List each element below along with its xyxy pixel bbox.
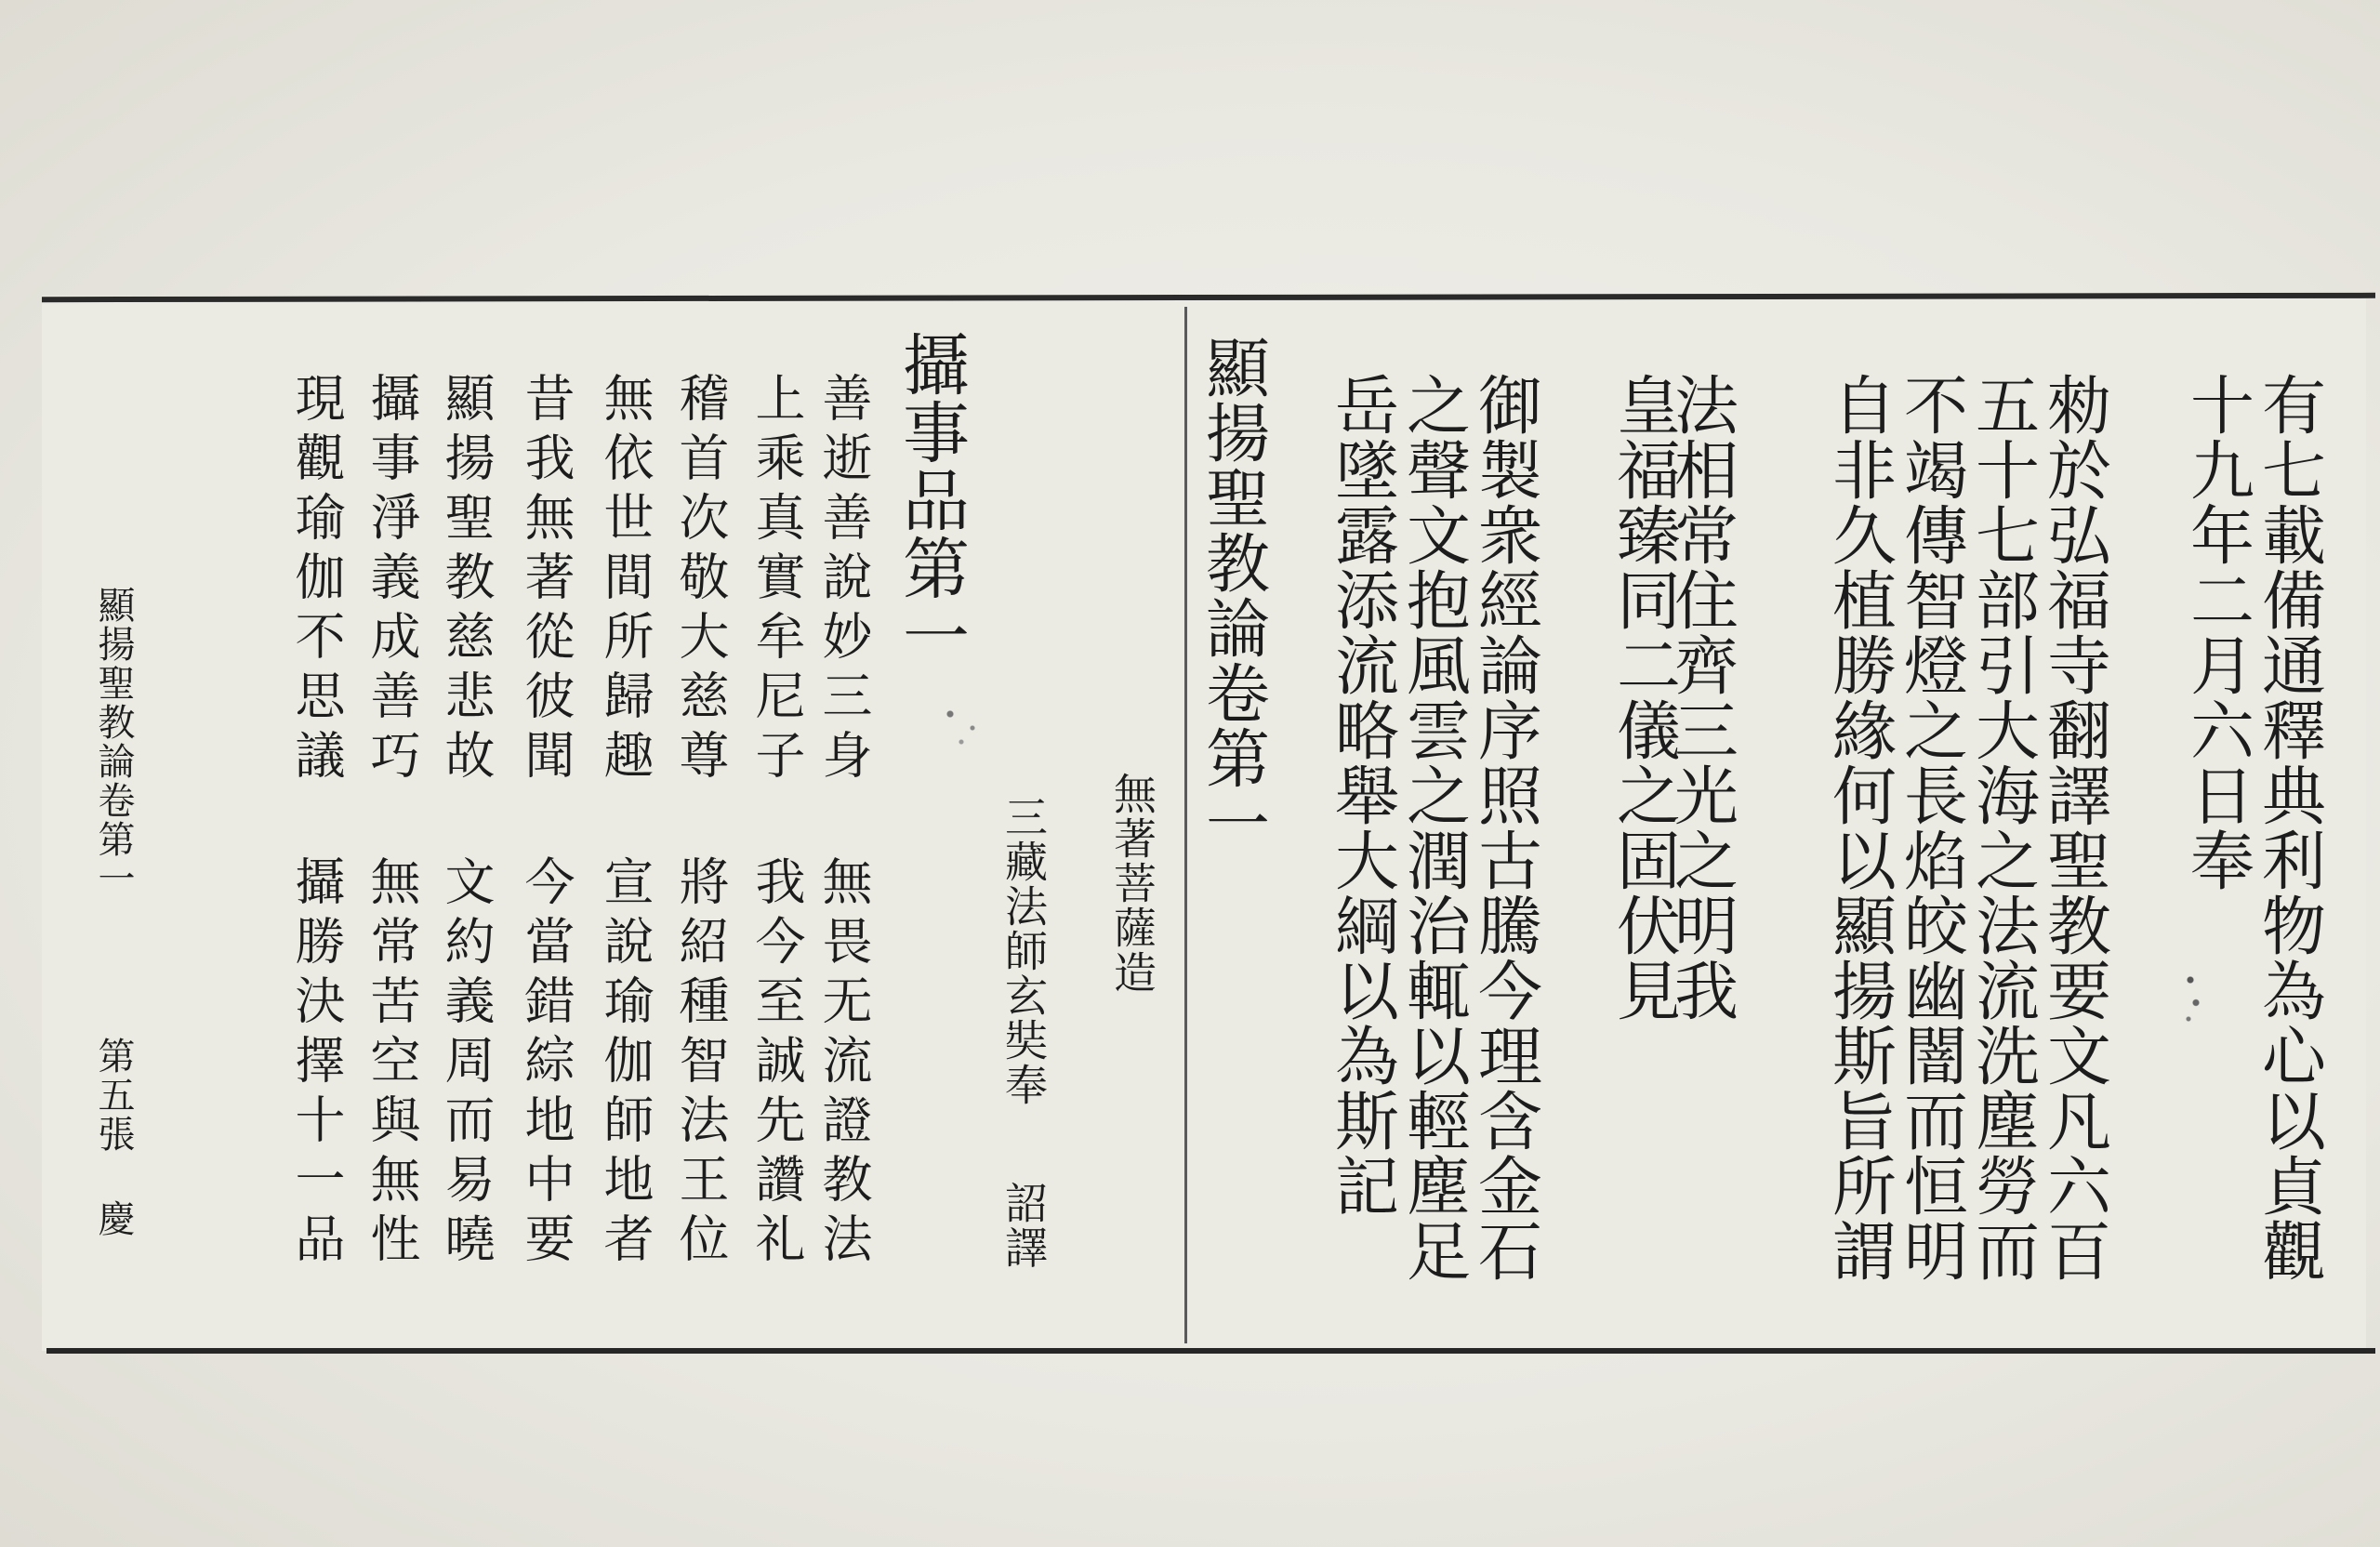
verse-line: 稽首次敬大慈尊 xyxy=(671,372,730,788)
translator-suffix: 詔譯 xyxy=(998,1181,1049,1270)
verse-line: 文約義周而易曉 xyxy=(437,855,496,1272)
verse-line: 無依世間所歸趣 xyxy=(596,372,654,788)
translator-line: 三藏法師玄奘奉 xyxy=(998,795,1049,1107)
text-column: 岳墜露添流略舉大綱以為斯記 xyxy=(1324,372,1398,1218)
text-column: 法相常住齊三光之明我 xyxy=(1663,372,1738,1023)
verse-line: 將紹種智法王位 xyxy=(671,855,730,1272)
text-column: 勑於弘福寺翻譯聖教要文凡六百 xyxy=(2036,372,2110,1283)
verse-line: 攝勝決擇十一品 xyxy=(287,855,346,1272)
verse-line: 攝事淨義成善巧 xyxy=(363,372,421,788)
text-column: 御製衆經論序照古騰今理含金石 xyxy=(1467,372,1541,1283)
page-number: 第五張 xyxy=(92,1037,135,1154)
verse-line: 昔我無著從彼聞 xyxy=(517,372,575,788)
chapter-title: 攝事品第一 xyxy=(892,330,970,669)
text-column: 十九年二月六日奉 xyxy=(2179,372,2254,892)
text-column: 有七載備通釋典利物為心以貞觀 xyxy=(2251,372,2325,1283)
verse-line: 宣說瑜伽師地者 xyxy=(596,855,654,1272)
bottom-border-rule xyxy=(46,1348,2375,1354)
verse-line: 現觀瑜伽不思議 xyxy=(287,372,346,788)
margin-character: 慶 xyxy=(92,1199,135,1238)
ink-speck xyxy=(2175,967,2213,1032)
verse-line: 上乘真實牟尼子 xyxy=(747,372,806,788)
center-fold-line xyxy=(1184,307,1187,1343)
text-column: 自非久植勝緣何以顯揚斯旨所謂 xyxy=(1821,372,1896,1283)
verse-line: 無畏无流證教法 xyxy=(814,855,873,1272)
verse-line: 顯揚聖教慈悲故 xyxy=(437,372,496,788)
verse-line: 今當錯綜地中要 xyxy=(517,855,575,1272)
text-column: 皇福臻同二儀之固伏見 xyxy=(1606,372,1680,1023)
volume-title: 顯揚聖教論卷第一 xyxy=(1195,335,1269,855)
verse-line: 無常苦空與無性 xyxy=(363,855,421,1272)
text-column: 五十七部引大海之法流洗塵勞而 xyxy=(1964,372,2039,1283)
verse-line: 我今至誠先讚礼 xyxy=(747,855,806,1272)
author-line: 無著菩薩造 xyxy=(1107,772,1157,995)
margin-title: 顯揚聖教論卷第一 xyxy=(92,586,135,898)
ink-speck xyxy=(939,697,995,753)
verse-line: 善逝善說妙三身 xyxy=(814,372,873,788)
text-column: 之聲文抱風雲之潤治輒以輕塵足 xyxy=(1395,372,1470,1283)
text-column: 不竭傳智燈之長焰皎幽闇而恒明 xyxy=(1893,372,1967,1283)
